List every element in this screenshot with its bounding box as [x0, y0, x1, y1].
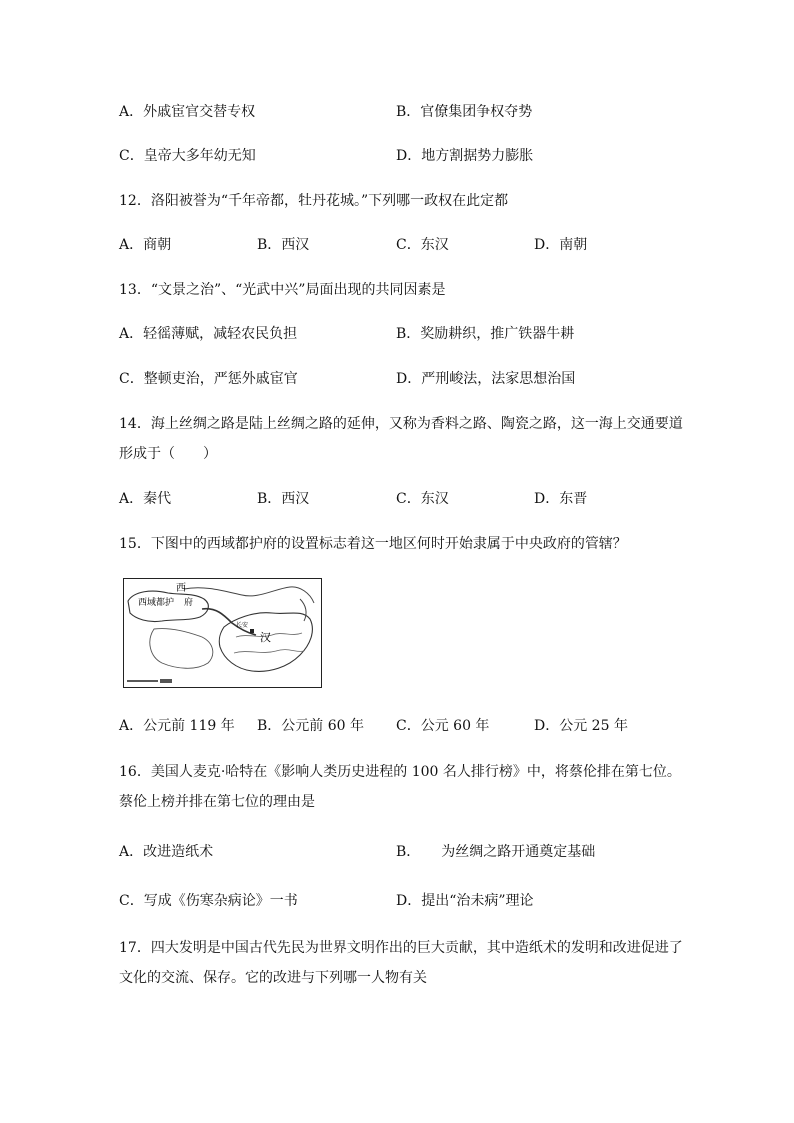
q13-stem: 13．“文景之治”、“光武中兴”局面出现的共同因素是	[119, 282, 446, 298]
q14-option-c: C．东汉	[396, 491, 449, 507]
map-label-region: 西域都护	[138, 597, 175, 607]
map-figure	[124, 579, 321, 687]
q12-stem: 12．洛阳被誉为“千年帝都，牡丹花城。”下列哪一政权在此定都	[119, 193, 509, 209]
q12-option-b: B．西汉	[257, 237, 310, 253]
q16-option-b: B． 为丝绸之路开通奠定基础	[396, 844, 596, 860]
q11-option-a: A．外戚宦官交替专权	[119, 104, 256, 120]
q16-option-a: A．改进造纸术	[119, 844, 214, 860]
q11-option-c: C．皇帝大多年幼无知	[119, 148, 256, 164]
q13-option-d: D．严刑峻法，法家思想治国	[396, 371, 576, 387]
q13-option-c: C．整顿吏治，严惩外戚宦官	[119, 371, 298, 387]
map-label-fu: 府	[184, 597, 194, 607]
map-label-xi: 西	[176, 583, 186, 594]
q13-option-b: B．奖励耕织，推广铁器牛耕	[396, 326, 575, 342]
han-dynasty-map	[123, 578, 322, 688]
q13-option-a: A．轻徭薄赋，减轻农民负担	[119, 326, 298, 342]
q16-option-d: D．提出“治未病”理论	[396, 893, 534, 909]
q12-option-c: C．东汉	[396, 237, 449, 253]
map-legend-mark	[160, 679, 172, 683]
q16-stem-line2: 蔡伦上榜并排在第七位的理由是	[119, 794, 315, 810]
q14-option-a: A．秦代	[119, 491, 172, 507]
q14-option-b: B．西汉	[257, 491, 310, 507]
q12-option-a: A．商朝	[119, 237, 172, 253]
q15-option-d: D．公元 25 年	[534, 718, 628, 734]
q14-stem-line2: 形成于（ ）	[119, 446, 217, 462]
q15-option-a: A．公元前 119 年	[119, 718, 235, 734]
q11-option-d: D．地方割据势力膨胀	[396, 148, 534, 164]
q16-stem-line1: 16．美国人麦克·哈特在《影响人类历史进程的 100 名人排行榜》中，将蔡伦排在第七位。	[119, 764, 681, 780]
q12-option-d: D．南朝	[534, 237, 588, 253]
q17-stem-line1: 17．四大发明是中国古代先民为世界文明作出的巨大贡献，其中造纸术的发明和改进促进了	[119, 940, 683, 956]
q15-option-b: B．公元前 60 年	[257, 718, 365, 734]
q15-option-c: C．公元 60 年	[396, 718, 490, 734]
q16-option-c: C．写成《伤寒杂病论》一书	[119, 893, 298, 909]
q17-stem-line2: 文化的交流、保存。它的改进与下列哪一人物有关	[119, 970, 427, 986]
q14-option-d: D．东晋	[534, 491, 588, 507]
q11-option-b: B．官僚集团争权夺势	[396, 104, 533, 120]
map-label-han: 汉	[260, 632, 271, 644]
map-label-city: 长安	[236, 623, 249, 629]
q14-stem-line1: 14．海上丝绸之路是陆上丝绸之路的延伸，又称为香料之路、陶瓷之路，这一海上交通要道	[119, 416, 683, 432]
q15-stem: 15．下图中的西域都护府的设置标志着这一地区何时开始隶属于中央政府的管辖？	[119, 536, 627, 552]
